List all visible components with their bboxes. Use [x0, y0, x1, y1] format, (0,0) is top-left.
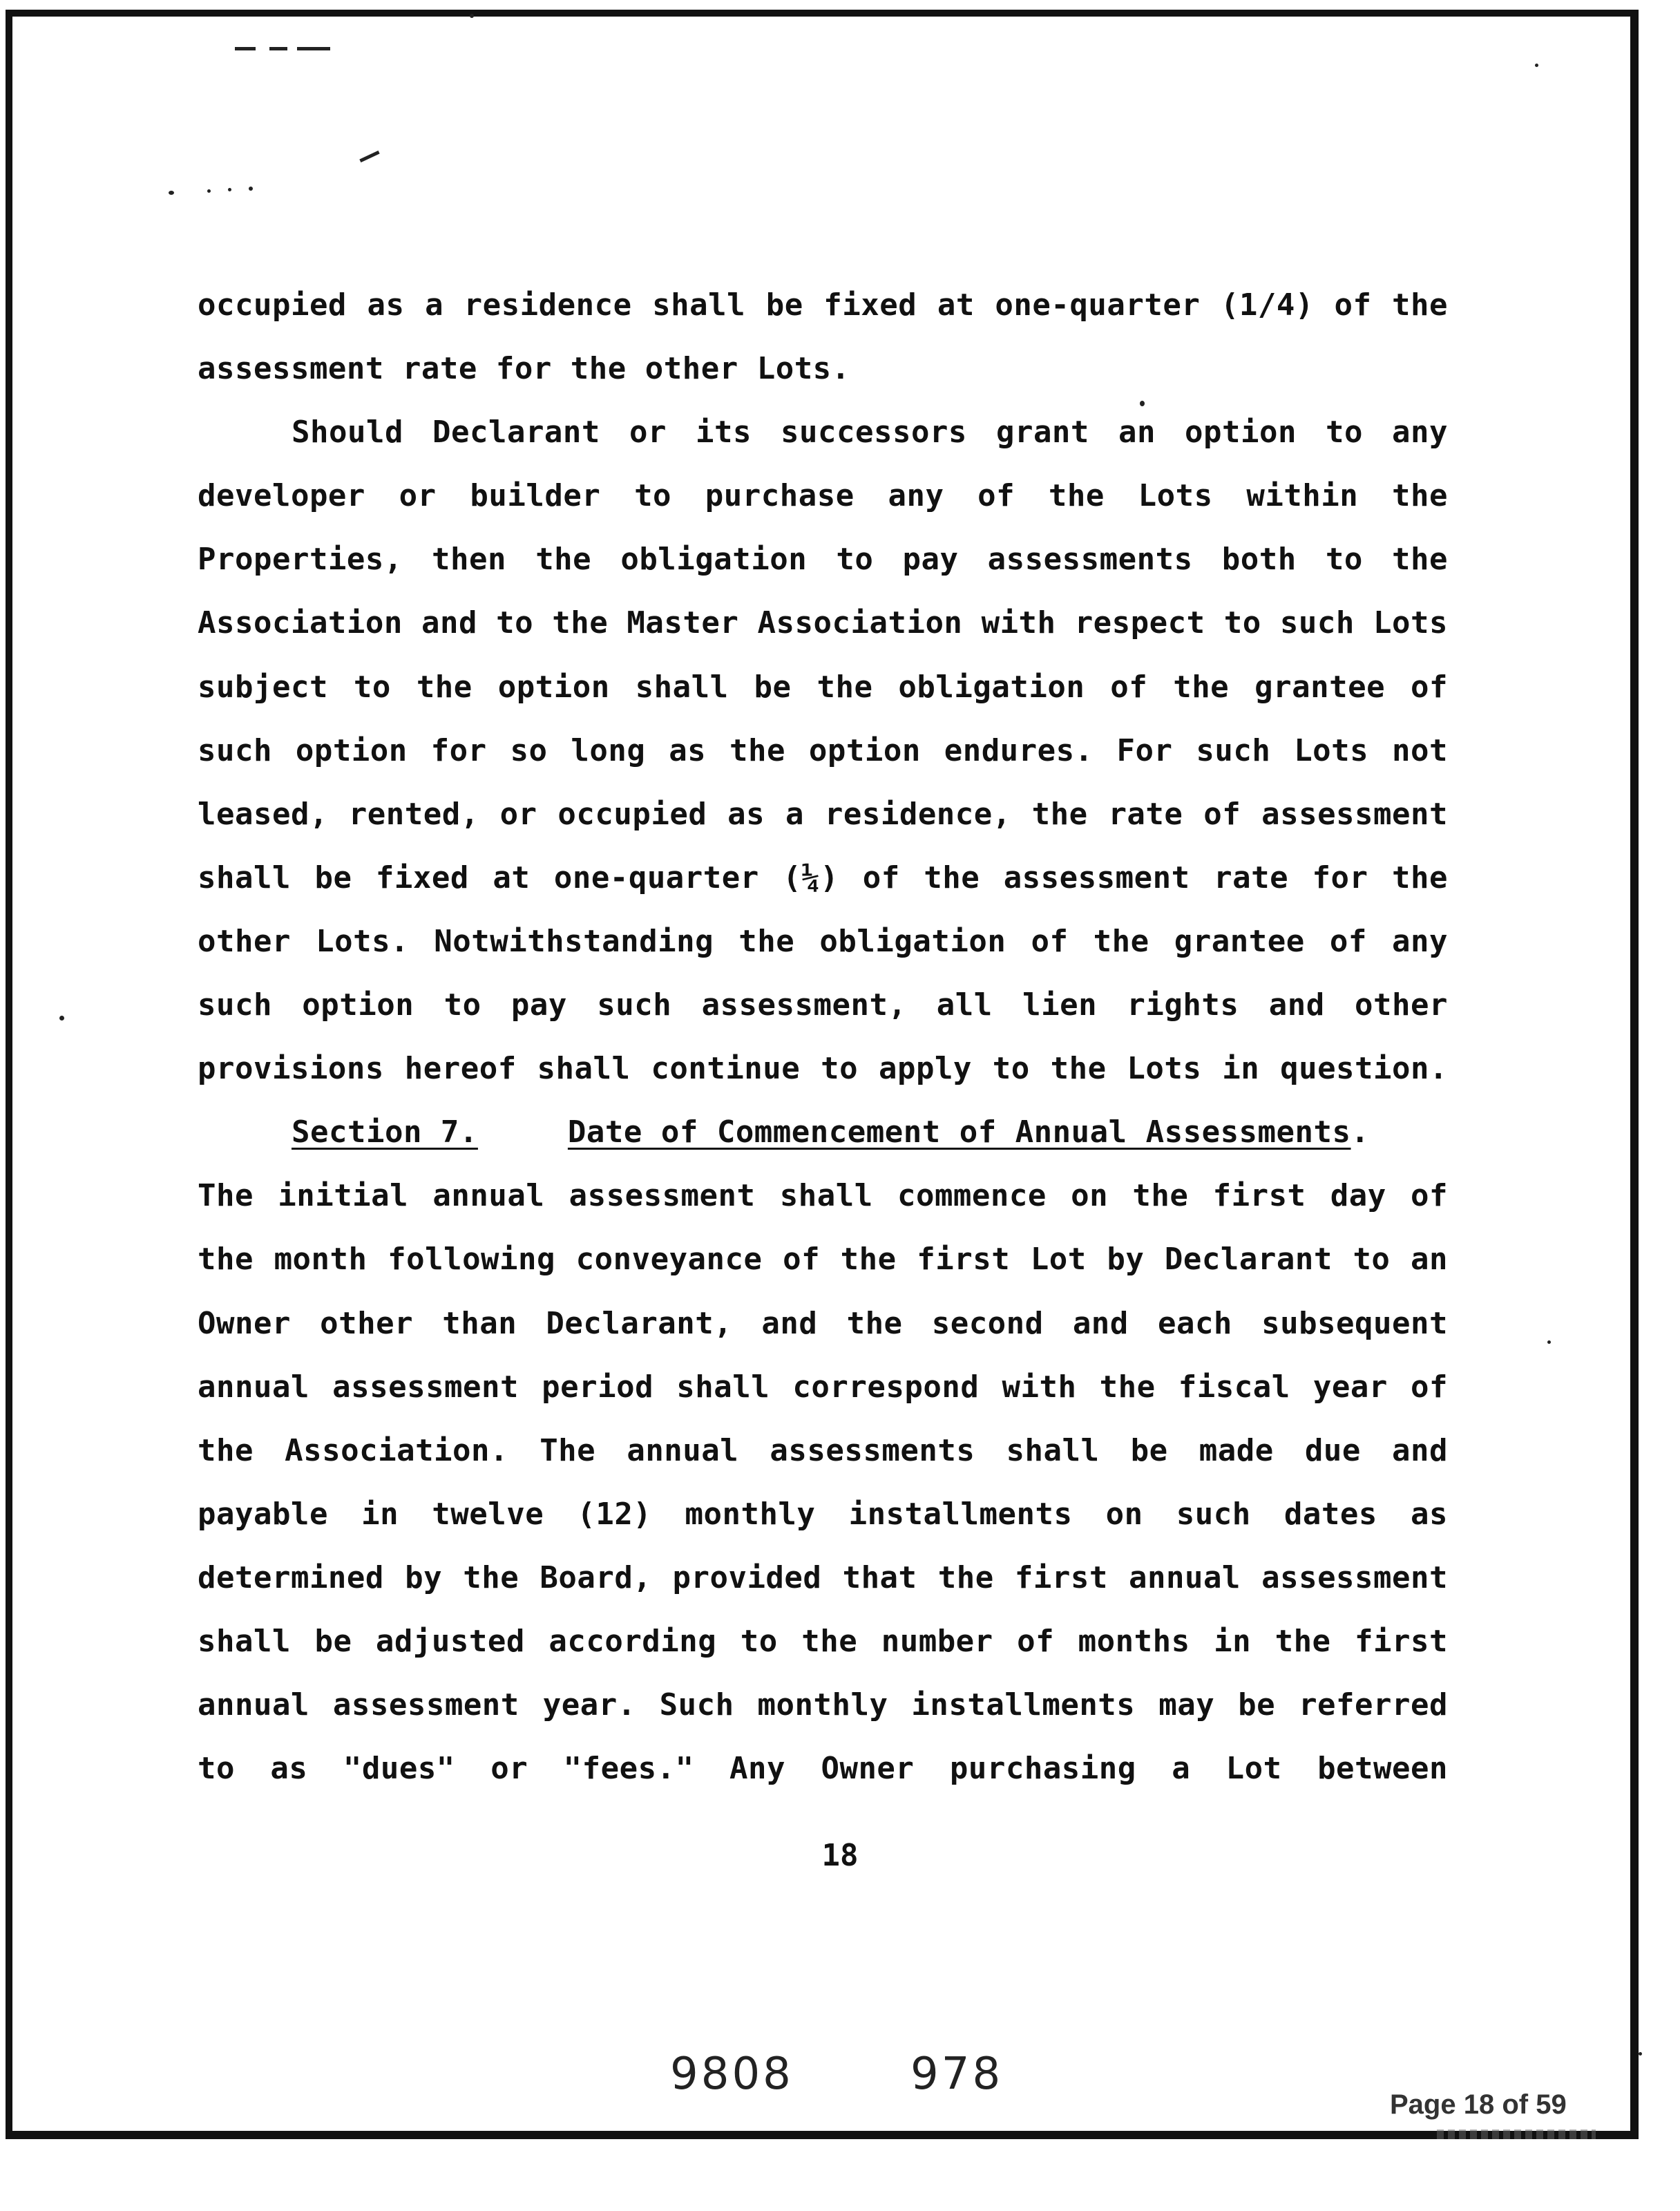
- text-line: shall be adjusted according to the number of months in the first: [198, 1623, 1448, 1659]
- book-number: 9808: [670, 2049, 794, 2100]
- section-number: Section 7.: [292, 1114, 478, 1150]
- scan-speck: [1547, 1340, 1551, 1344]
- scan-speck: [228, 188, 231, 191]
- text-line: other Lots. Notwithstanding the obligation of the grantee of any: [198, 923, 1448, 959]
- document-body: [198, 274, 1448, 1801]
- text-line: shall be fixed at one-quarter (¼) of the assessment rate for the: [198, 860, 1448, 895]
- heading-gap: [478, 1101, 568, 1164]
- text-line: annual assessment year. Such monthly installments may be referred: [198, 1687, 1448, 1723]
- text-line: Owner other than Declarant, and the second and each subsequent: [198, 1305, 1448, 1341]
- text-line: leased, rented, or occupied as a residence, the rate of assessment: [198, 796, 1448, 832]
- text-line: The initial annual assessment shall commence on the first day of: [198, 1178, 1448, 1214]
- section-heading: [198, 1101, 1448, 1164]
- timestamp-stamp: [1437, 2129, 1596, 2139]
- text-line: such option to pay such assessment, all lien rights and other: [198, 987, 1448, 1023]
- text-line: Properties, then the obligation to pay assessments both to the: [198, 542, 1448, 578]
- text-line: the month following conveyance of the first Lot by Declarant to an: [198, 1242, 1448, 1278]
- text-line: such option for so long as the option endures. For such Lots not: [198, 732, 1448, 768]
- text-line: Should Declarant or its successors grant an option to any: [292, 415, 1448, 450]
- scan-speck: [470, 14, 474, 18]
- scan-speck: [1535, 64, 1538, 67]
- text-line: Association and to the Master Association with respect to such Lots: [198, 605, 1448, 641]
- scan-mark: [235, 47, 256, 50]
- text-line: assessment rate for the other Lots.: [198, 351, 850, 387]
- scan-speck: [1639, 2052, 1642, 2056]
- text-line: to as "dues" or "fees." Any Owner purchasing a Lot between: [198, 1751, 1448, 1787]
- section-period: .: [1350, 1114, 1370, 1150]
- text-line: annual assessment period shall correspond with the fiscal year of: [198, 1369, 1448, 1405]
- text-line: provisions hereof shall continue to apply to the Lots in question.: [198, 1051, 1448, 1087]
- scan-speck: [249, 187, 253, 191]
- text-line: occupied as a residence shall be fixed at one-quarter (1/4) of the: [198, 287, 1448, 323]
- section-title: Date of Commencement of Annual Assessments: [567, 1114, 1351, 1150]
- scan-speck: [207, 189, 211, 193]
- scan-speck: [169, 191, 174, 195]
- text-line: subject to the option shall be the obligation of the grantee of: [198, 669, 1448, 705]
- page-number: 18: [821, 1838, 859, 1873]
- text-line: determined by the Board, provided that the first annual assessment: [198, 1559, 1448, 1595]
- scan-mark: [297, 47, 330, 50]
- text-line: the Association. The annual assessments shall be made due and: [198, 1432, 1448, 1468]
- scan-mark: [269, 47, 287, 50]
- scan-speck: [59, 1016, 64, 1021]
- page-count-label: Page 18 of 59: [1390, 2089, 1567, 2120]
- text-line: payable in twelve (12) monthly installments on such dates as: [198, 1496, 1448, 1532]
- text-line: developer or builder to purchase any of the Lots within the: [198, 478, 1448, 514]
- book-page-number: 978: [910, 2049, 1004, 2100]
